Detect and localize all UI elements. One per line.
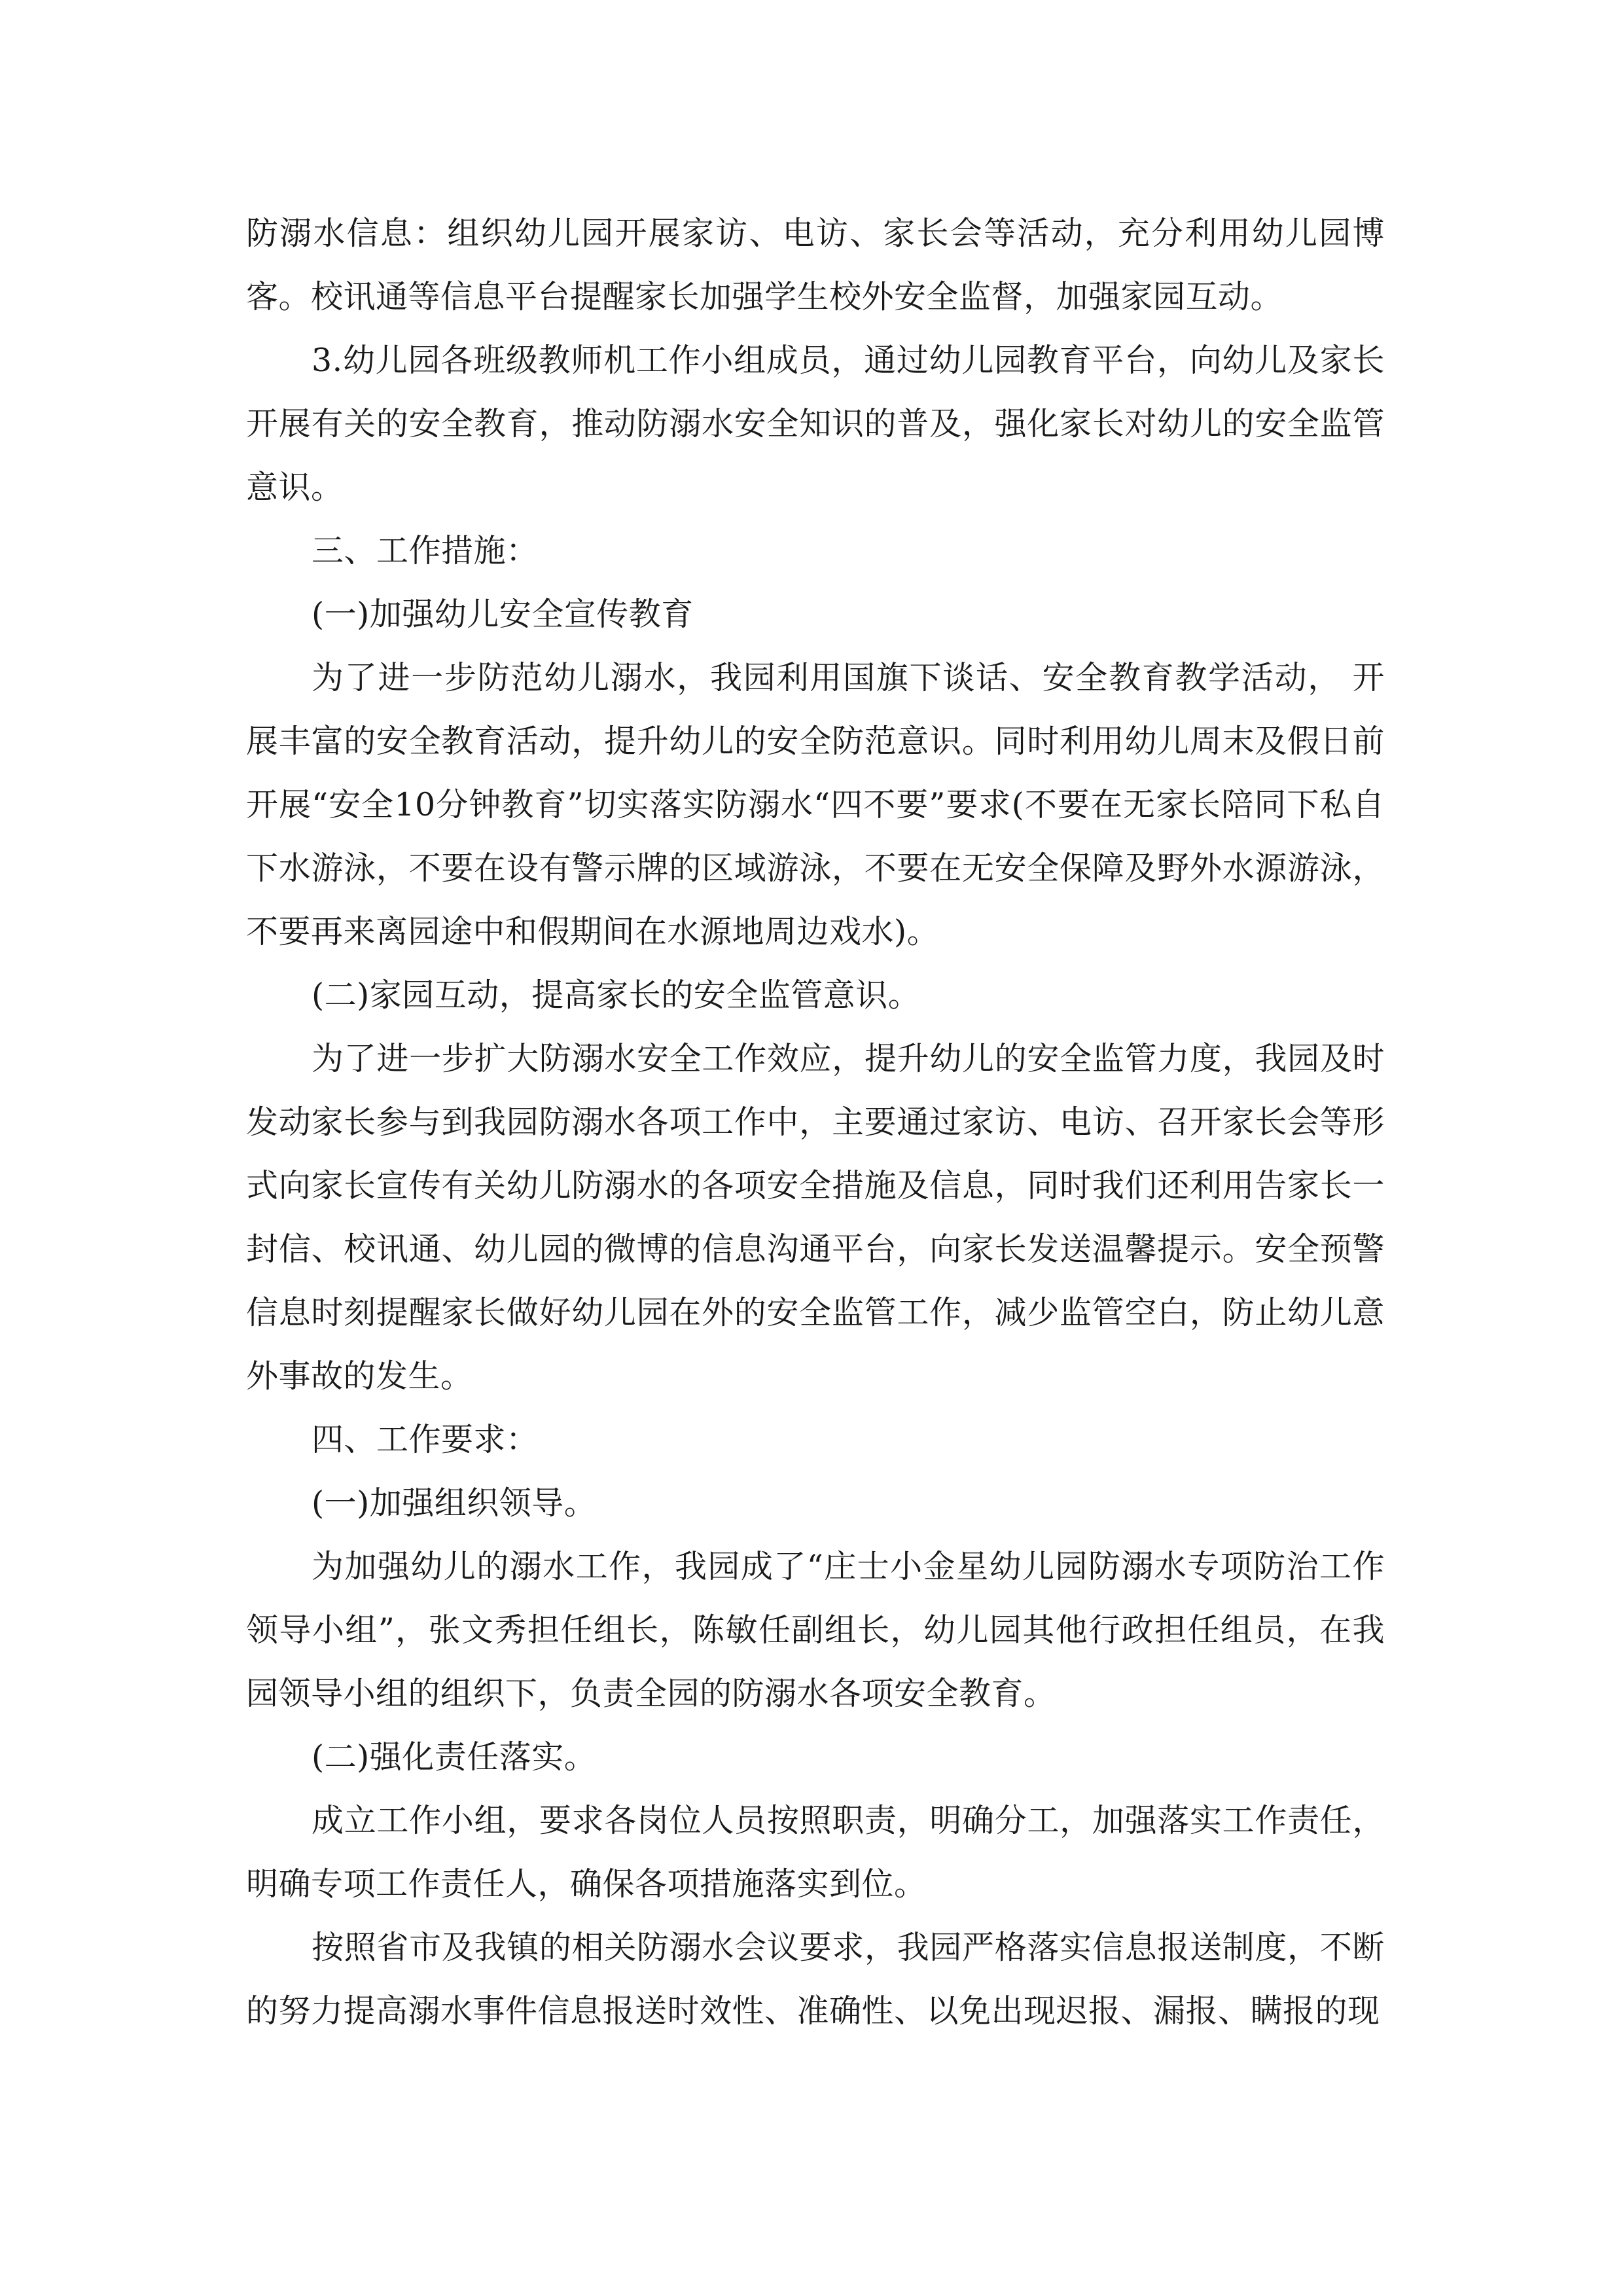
section-heading-requirements: 四、工作要求：: [312, 1421, 539, 1458]
paragraph-safety-education: 为了进一步防范幼儿溺水，我园利用国旗下谈话、安全教育教学活动， 开展丰富的安全教育活动，提升幼儿的安全防范意识。同时利用幼儿周末及假日前开展“安全10分钟教育”切实落实防溺水“四不要”要求(不要在无家长陪同下私自下水游泳，不要在设有警示牌的区域游泳，不要在无安全保障及野外水源游泳，不要再来离园途中和假期间在水源地周边戏水)。: [246, 659, 1385, 950]
paragraph-responsibility: 成立工作小组，要求各岗位人员按照职责，明确分工，加强落实工作责任，明确专项工作责任人，确保各项措施落实到位。: [246, 1802, 1385, 1903]
paragraph-reporting: 按照省市及我镇的相关防溺水会议要求，我园严格落实信息报送制度，不断的努力提高溺水事件信息报送时效性、准确性、以免出现迟报、漏报、瞒报的现: [246, 1929, 1385, 2030]
subheading-responsibility: (二)强化责任落实。: [312, 1738, 597, 1776]
paragraph-1: 防溺水信息：组织幼儿园开展家访、电访、家长会等活动，充分利用幼儿园博客。校讯通等信息平台提醒家长加强学生校外安全监督，加强家园互动。: [246, 215, 1385, 315]
section-heading-measures: 三、工作措施：: [312, 532, 539, 569]
subheading-safety-education: (一)加强幼儿安全宣传教育: [312, 596, 694, 633]
document-page: [246, 202, 1385, 2043]
subheading-home-school: (二)家园互动，提高家长的安全监管意识。: [312, 977, 921, 1014]
subheading-leadership: (一)加强组织领导。: [312, 1484, 597, 1522]
paragraph-home-school: 为了进一步扩大防溺水安全工作效应，提升幼儿的安全监管力度，我园及时发动家长参与到我园防溺水各项工作中，主要通过家访、电访、召开家长会等形式向家长宣传有关幼儿防溺水的各项安全措施及信息，同时我们还利用告家长一封信、校讯通、幼儿园的微博的信息沟通平台，向家长发送温馨提示。安全预警信息时刻提醒家长做好幼儿园在外的安全监管工作，减少监管空白，防止幼儿意外事故的发生。: [246, 1040, 1385, 1395]
paragraph-2: 3.幼儿园各班级教师机工作小组成员，通过幼儿园教育平台，向幼儿及家长开展有关的安全教育，推动防溺水安全知识的普及，强化家长对幼儿的安全监管意识。: [246, 342, 1385, 506]
paragraph-leadership: 为加强幼儿的溺水工作，我园成了“庄士小金星幼儿园防溺水专项防治工作领导小组”，张文秀担任组长，陈敏任副组长，幼儿园其他行政担任组员，在我园领导小组的组织下，负责全园的防溺水各项安全教育。: [246, 1548, 1385, 1712]
